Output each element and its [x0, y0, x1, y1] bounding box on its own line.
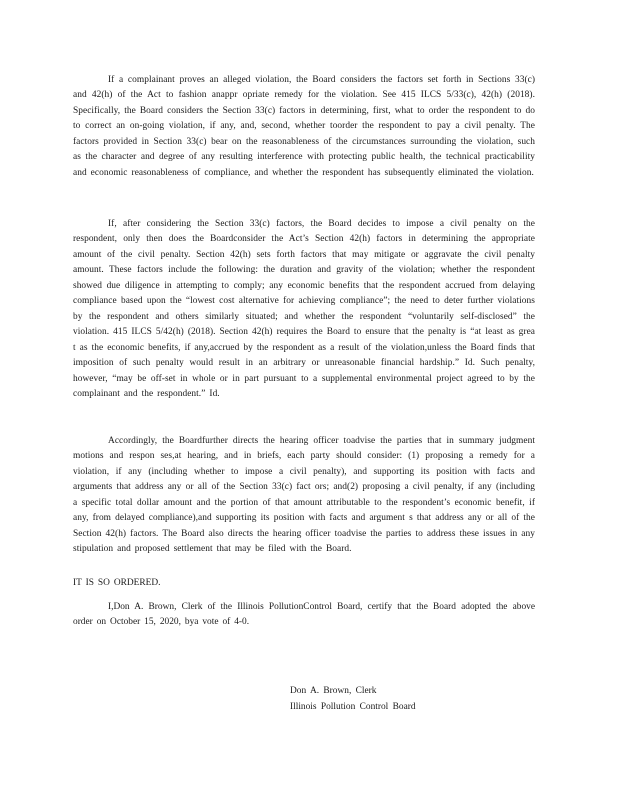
paragraph-remedy-factors: If a complainant proves an alleged violation, the Board considers the factors set forth in Sections 33(c) and 42(h) of the Act to fashion anappr opriate remedy for the violation. See 415 ILCS 5/33(c), 42(h) (2018). Specifically, the Board considers the Section 33(c) factors in determining, first, what to order the respondent to do to correct an on-going violation, if any, and, second, whether toorder the respondent to pay a civil penalty. The factors provided in Section 33(c) bear on the reasonableness of the circumstances surrounding the violation, such as the character and degree of any resulting interference with protecting public health, the technical practicability and economic reasonableness of compliance, and whether the respondent has subsequently eliminated the violation. [73, 75, 535, 178]
clerk-certification: I,Don A. Brown, Clerk of the Illinois PollutionControl Board, certify that the Board adopted the above order on October 15, 2020, bya vote of 4-0. [73, 602, 535, 628]
paragraph-hearing-officer-directions: Accordingly, the Boardfurther directs the hearing officer toadvise the parties that in summary judgment motions and respon ses,at hearing, and in briefs, each party should consider: (1) proposing a remedy for a violation, if any (including whether to impose a civil penalty), and supporting its position with facts and arguments that address any or all of the Section 33(c) fact ors; and(2) proposing a civil penalty, if any (including a specific total dollar amount and the portion of that amount attributable to the respondent’s economic benefit, if any, from delayed compliance),and supporting its position with facts and argument s that address any or all of the Section 42(h) factors. The Board also directs the hearing officer toadvise the parties to address these issues in any stipulation and proposed settlement that may be filed with the Board. [73, 436, 535, 555]
order-statement: IT IS SO ORDERED. [73, 578, 161, 588]
signature-organization: Illinois Pollution Control Board [290, 701, 416, 712]
paragraph-civil-penalty: If, after considering the Section 33(c) factors, the Board decides to impose a civil penalty on the respondent, only then does the Boardconsider the Act’s Section 42(h) factors in determining the appropriate amount of the civil penalty. Section 42(h) sets forth factors that may mitigate or aggravate the civil penalty amount. These factors include the following: the duration and gravity of the violation; whether the respondent showed due diligence in attempting to comply; any economic benefits that the respondent accrued from delaying compliance based upon the “lowest cost alternative for achieving compliance”; the need to deter further violations by the respondent and others similarly situated; and whether the respondent “voluntarily self-disclosed” the violation. 415 ILCS 5/42(h) (2018). Section 42(h) requires the Board to ensure that the penalty is “at least as grea t as the economic benefits, if any,accrued by the respondent as a result of the violation,unless the Board finds that imposition of such penalty would result in an arbitrary or unreasonable financial hardship.” Id. Such penalty, however, “may be off-set in whole or in part pursuant to a supplemental environmental project agreed to by the complainant and the respondent.” Id. [73, 219, 535, 399]
signature-name: Don A. Brown, Clerk [290, 686, 377, 696]
signature-block [290, 684, 416, 715]
